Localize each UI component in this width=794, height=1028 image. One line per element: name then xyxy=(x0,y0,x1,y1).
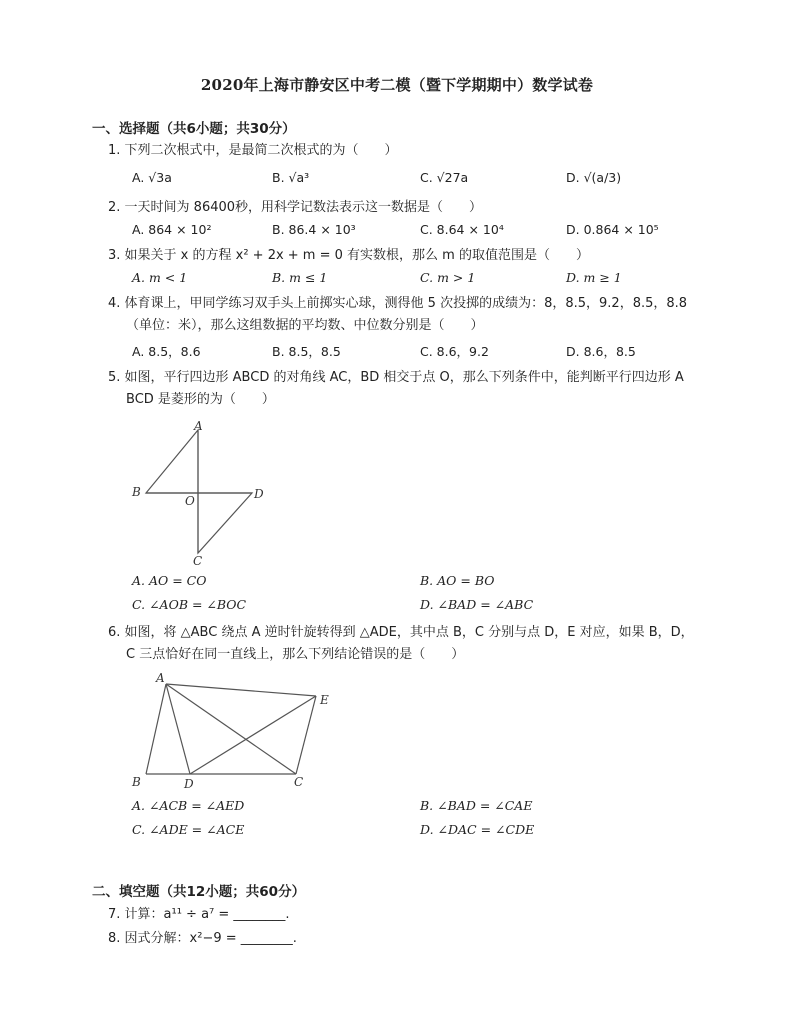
option-d: D. ∠BAD = ∠ABC xyxy=(420,597,534,612)
question-4-stem-line2: （单位：米），那么这组数据的平均数、中位数分别是（ ） xyxy=(126,318,484,333)
question-2-stem: 2. 一天时间为 86400秒，用科学记数法表示这一数据是（ ） xyxy=(108,200,483,215)
rhombus-outline xyxy=(146,430,252,553)
label-b: B xyxy=(132,775,141,789)
option-b: B. 86.4 × 10³ xyxy=(272,222,356,237)
question-4 xyxy=(108,293,718,337)
option-d: D. m ≥ 1 xyxy=(566,270,622,285)
label-d: D xyxy=(184,777,194,791)
label-o: O xyxy=(185,494,195,508)
option-b: B. 8.5，8.5 xyxy=(272,344,341,359)
option-a: A. 864 × 10² xyxy=(132,222,212,237)
question-1-stem: 1. 下列二次根式中，是最简二次根式的为（ ） xyxy=(108,143,398,158)
option-c: C. 8.64 × 10⁴ xyxy=(420,222,504,237)
option-c: C. m > 1 xyxy=(420,270,476,285)
label-e: E xyxy=(320,693,329,707)
question-3-stem: 3. 如果关于 x 的方程 x² + 2x + m = 0 有实数根，那么 m 的取值范围是（ ） xyxy=(108,248,589,263)
label-c: C xyxy=(193,554,203,568)
option-d: D. 0.864 × 10⁵ xyxy=(566,222,659,237)
label-c: C xyxy=(294,775,304,789)
question-6-stem-line2: C 三点恰好在同一直线上，那么下列结论错误的是（ ） xyxy=(126,647,465,662)
question-2 xyxy=(108,197,718,219)
question-5-options-row2 xyxy=(132,597,732,617)
question-5-stem-line2: BCD 是菱形的为（ ） xyxy=(126,392,275,407)
rhombus-figure xyxy=(128,418,268,568)
rotation-figure xyxy=(128,668,348,794)
option-d: D. √(a/3) xyxy=(566,170,622,185)
question-6-options-row2 xyxy=(132,822,732,842)
label-a: A xyxy=(194,419,203,433)
question-7 xyxy=(108,904,718,926)
section-heading-fill-blank: 二、填空题（共12小题；共60分） xyxy=(92,884,306,900)
option-c: C. ∠AOB = ∠BOC xyxy=(132,597,247,612)
segment-ce xyxy=(296,696,316,774)
segment-de xyxy=(190,696,316,774)
question-4-options xyxy=(132,342,732,362)
label-d: D xyxy=(254,487,264,501)
question-6 xyxy=(108,622,718,666)
question-6-options-row1 xyxy=(132,798,732,818)
option-c: C. 8.6，9.2 xyxy=(420,344,489,359)
question-4-stem-line1: 4. 体育课上，甲同学练习双手头上前掷实心球，测得他 5 次投掷的成绩为：8，8.5，9.2，8.5，8.8 xyxy=(108,296,688,311)
segment-ae xyxy=(166,684,316,696)
option-c: C. √27a xyxy=(420,170,469,185)
question-7-stem: 7. 计算：a¹¹ ÷ a⁷ = ________. xyxy=(108,907,290,922)
question-8-stem: 8. 因式分解：x²−9 = ________. xyxy=(108,931,297,946)
question-8 xyxy=(108,928,718,950)
question-5-stem-line1: 5. 如图，平行四边形 ABCD 的对角线 AC，BD 相交于点 O，那么下列条件中，能判断平行四边形 A xyxy=(108,370,684,385)
question-5-options-row1 xyxy=(132,573,732,593)
question-2-options xyxy=(132,222,732,242)
option-d: D. ∠DAC = ∠CDE xyxy=(420,822,535,837)
option-a: A. AO = CO xyxy=(132,573,207,588)
question-6-stem-line1: 6. 如图，将 △ABC 绕点 A 逆时针旋转得到 △ADE，其中点 B，C 分别与点 D，E 对应，如果 B，D， xyxy=(108,625,694,640)
option-a: A. ∠ACB = ∠AED xyxy=(132,798,245,813)
option-a: A. √3a xyxy=(132,170,172,185)
label-b: B xyxy=(132,485,141,499)
question-1-options xyxy=(132,170,732,190)
question-3-options xyxy=(132,270,732,290)
segment-ab xyxy=(146,684,166,774)
question-5 xyxy=(108,367,718,411)
option-a: A. m < 1 xyxy=(132,270,188,285)
question-3 xyxy=(108,245,718,267)
label-a: A xyxy=(156,671,165,685)
section-heading-choice: 一、选择题（共6小题；共30分） xyxy=(92,121,296,137)
page-title: 2020年上海市静安区中考二模（暨下学期期中）数学试卷 xyxy=(200,76,594,94)
segment-ac xyxy=(166,684,296,774)
option-a: A. 8.5，8.6 xyxy=(132,344,201,359)
option-c: C. ∠ADE = ∠ACE xyxy=(132,822,245,837)
option-d: D. 8.6，8.5 xyxy=(566,344,636,359)
option-b: B. m ≤ 1 xyxy=(272,270,328,285)
option-b: B. √a³ xyxy=(272,170,310,185)
option-b: B. ∠BAD = ∠CAE xyxy=(420,798,533,813)
question-1 xyxy=(108,140,718,162)
option-b: B. AO = BO xyxy=(420,573,495,588)
